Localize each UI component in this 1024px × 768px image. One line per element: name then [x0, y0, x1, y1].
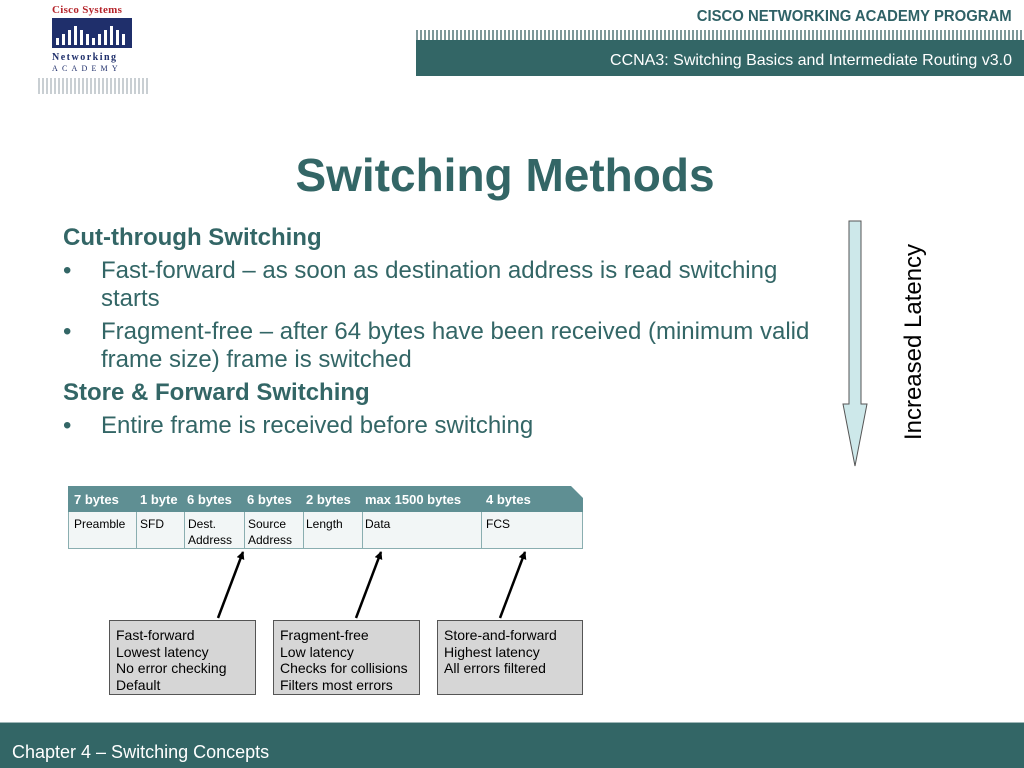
logo-academy-text: ACADEMY — [52, 64, 122, 73]
footer-divider — [0, 722, 1024, 723]
course-title: CCNA3: Switching Basics and Intermediate Routing v3.0 — [610, 52, 1012, 69]
method-line: Low latency — [280, 643, 354, 660]
footer-bar — [0, 722, 1024, 768]
method-line: Fast-forward — [116, 627, 195, 643]
frame-field-data — [365, 516, 390, 532]
chapter-label: Chapter 4 – Switching Concepts — [12, 742, 270, 762]
logo-company-name: Cisco Systems — [52, 4, 123, 16]
bullet-text: Fragment-free – after 64 bytes have been received (minimum valid frame size) frame is switched — [101, 318, 810, 373]
slide-title: Switching Methods — [295, 149, 715, 201]
frame-size-source: 6 bytes — [247, 492, 292, 507]
bullet-dot: • — [63, 318, 72, 345]
bullet-fast-forward — [63, 257, 823, 313]
method-line: Checks for collisions — [280, 660, 408, 676]
method-line: All errors filtered — [444, 660, 546, 676]
logo-networking-text: Networking — [52, 52, 118, 63]
pointer-arrow-fast-forward — [218, 552, 243, 618]
bullet-text: Entire frame is received before switching — [101, 412, 534, 439]
method-line: Filters most errors — [280, 676, 393, 693]
section-heading-cut-through: Cut-through Switching — [63, 224, 322, 251]
method-box-fragment-free — [273, 620, 420, 695]
slide-content — [63, 224, 823, 445]
pointer-arrow-fragment-free — [356, 552, 381, 618]
method-line: Fragment-free — [280, 627, 369, 643]
method-box-fast-forward — [109, 620, 256, 695]
frame-divider — [136, 512, 137, 548]
field-line: Address — [248, 533, 293, 547]
frame-divider — [362, 512, 363, 548]
method-line: Store-and-forward — [444, 627, 557, 643]
field-line: Preamble — [74, 517, 126, 531]
field-line: Data — [365, 517, 391, 531]
bullet-entire-frame — [63, 412, 823, 440]
frame-field-source — [248, 516, 292, 548]
ethernet-frame-diagram — [68, 486, 583, 550]
field-line: FCS — [486, 517, 510, 531]
logo-stripe-decoration — [38, 78, 148, 94]
method-line: Default — [116, 676, 161, 693]
latency-down-arrow-icon — [842, 220, 868, 468]
frame-field-fcs — [486, 516, 510, 532]
frame-size-sfd: 1 byte — [140, 492, 178, 507]
header-stripe-decoration — [416, 30, 1024, 40]
frame-size-dest: 6 bytes — [187, 492, 232, 507]
frame-divider — [244, 512, 245, 548]
frame-field-preamble — [74, 516, 125, 532]
latency-label: Increased Latency — [900, 243, 927, 441]
frame-size-length: 2 bytes — [306, 492, 351, 507]
bullet-dot: • — [63, 257, 72, 284]
pointer-arrow-store-forward — [500, 552, 525, 618]
bullet-dot: • — [63, 412, 72, 439]
method-line: No error checking — [116, 660, 227, 676]
frame-size-fcs: 4 bytes — [486, 492, 531, 507]
bullet-fragment-free — [63, 318, 823, 374]
method-line: Highest latency — [444, 643, 540, 660]
frame-field-length — [306, 516, 343, 532]
method-line: Lowest latency — [116, 643, 209, 660]
field-line: Dest. — [188, 517, 217, 531]
field-line: SFD — [140, 517, 164, 531]
frame-divider — [303, 512, 304, 548]
field-line: Address — [188, 533, 233, 547]
frame-field-dest — [188, 516, 232, 548]
frame-divider — [481, 512, 482, 548]
frame-field-sfd — [140, 516, 164, 532]
method-box-store-forward — [437, 620, 583, 695]
bullet-text: Fast-forward – as soon as destination address is read switching starts — [101, 257, 778, 312]
field-line: Length — [306, 517, 343, 531]
frame-size-preamble: 7 bytes — [74, 492, 119, 507]
program-title: CISCO NETWORKING ACADEMY PROGRAM — [697, 8, 1012, 25]
field-line: Source — [248, 517, 287, 531]
frame-divider — [184, 512, 185, 548]
section-heading-store-forward: Store & Forward Switching — [63, 379, 370, 406]
header-bar — [416, 40, 1024, 76]
frame-size-data: max 1500 bytes — [365, 492, 462, 507]
cisco-bridge-icon — [52, 18, 132, 48]
